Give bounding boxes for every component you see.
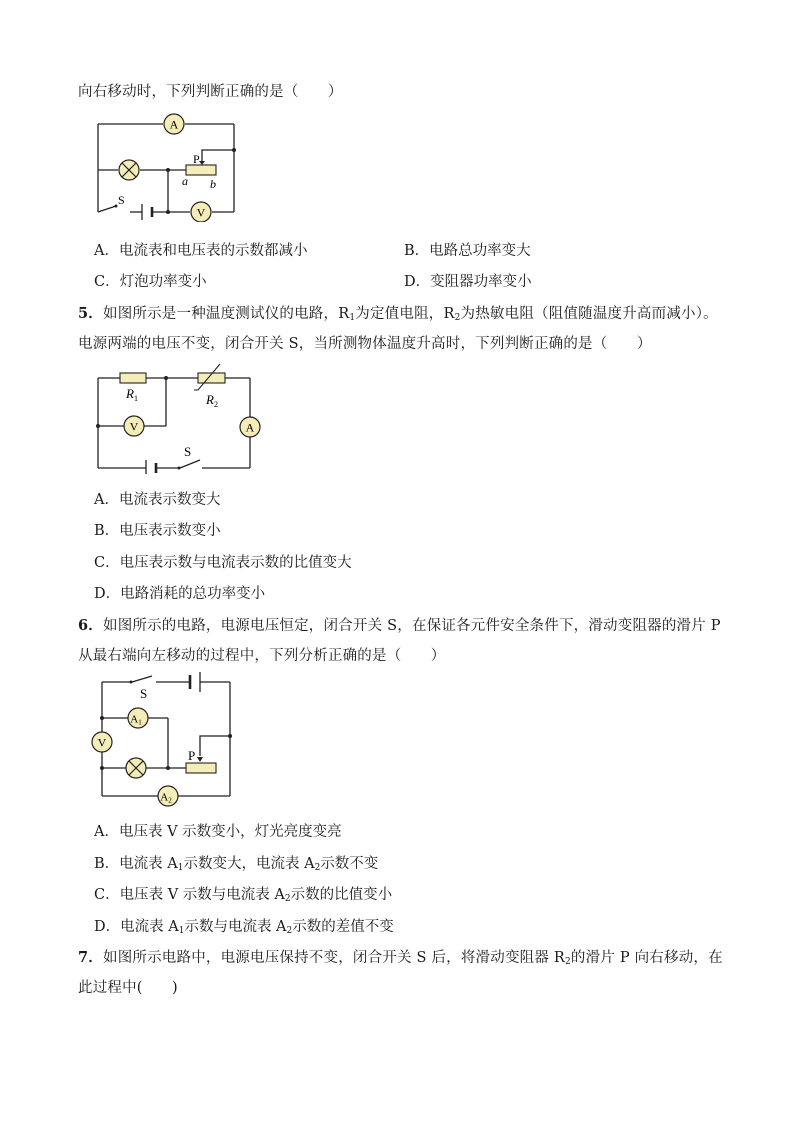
q5-option-d[interactable]: D．电路消耗的总功率变小 [94, 586, 266, 602]
battery-symbol [190, 672, 200, 692]
q6-option-b[interactable]: B．电流表 $A_1$示数变大，电流表 $A_2$示数不变 [94, 856, 379, 873]
r1-label: $R_1$ [126, 386, 138, 403]
q5-option-c[interactable]: C．电压表示数与电流表示数的比值变大 [94, 555, 352, 571]
q5-number: 5． [78, 305, 103, 322]
q6-number: 6． [78, 617, 103, 634]
q6-circuit-figure [90, 672, 250, 808]
voltmeter-label: V [196, 205, 206, 220]
ammeter-a1-symbol [128, 708, 148, 728]
voltmeter-symbol [191, 202, 211, 222]
q4-stem-tail: 向右移动时，下列判断正确的是（ ） [78, 84, 343, 100]
resistor-r1-symbol [120, 373, 146, 383]
switch-label: S [184, 444, 192, 459]
ammeter-a2-symbol [158, 786, 178, 806]
ammeter-a-symbol [164, 114, 184, 134]
q6-option-a[interactable]: A．电压表 V 示数变小，灯光亮度变亮 [94, 824, 342, 840]
slider-label: P [193, 152, 200, 166]
ammeter-symbol [240, 417, 260, 437]
battery-symbol [142, 204, 152, 220]
voltmeter-label: V [129, 419, 139, 434]
q5-stem-line2: 电源两端的电压不变，闭合开关 S，当所测物体温度升高时，下列判断正确的是（ ） [78, 336, 652, 352]
q4-option-a[interactable]: A．电流表和电压表的示数都减小 [94, 243, 308, 259]
lamp-symbol [126, 758, 146, 778]
battery-symbol [146, 460, 156, 474]
switch-label: S [118, 193, 125, 207]
q4-option-b[interactable]: B．电路总功率变大 [404, 243, 531, 259]
q4-option-d[interactable]: D．变阻器功率变小 [404, 274, 532, 290]
q4-circuit-figure [90, 112, 250, 222]
ammeter2-label: A2 [160, 791, 172, 805]
lamp-symbol [119, 160, 139, 180]
rheostat-symbol [186, 165, 216, 175]
q5-circuit-figure [90, 362, 270, 474]
ammeter-label: A [169, 117, 179, 132]
voltmeter-symbol [124, 416, 144, 436]
q7-number: 7． [78, 949, 103, 966]
slider-label: P [188, 748, 196, 763]
voltmeter-symbol [92, 732, 112, 752]
q6-stem-line1: 6．如图所示的电路，电源电压恒定，闭合开关 S，在保证各元件安全条件下，滑动变阻器的滑片 P [78, 617, 721, 634]
q4-option-c[interactable]: C．灯泡功率变小 [94, 274, 207, 290]
q5-stem-line1: 5．如图所示是一种温度测试仪的电路，$R_1$为定值电阻，$R_2$为热敏电阻（阻值随温度升高而减小）。 [78, 305, 718, 323]
voltmeter-label: V [97, 735, 107, 750]
q7-stem-line2: 此过程中( ) [78, 980, 178, 996]
q6-stem-line2: 从最右端向左移动的过程中，下列分析正确的是（ ） [78, 648, 446, 664]
end-b-label: b [210, 177, 216, 191]
q6-option-d[interactable]: D．电流表 $A_1$示数与电流表 $A_2$示数的差值不变 [94, 919, 394, 936]
q5-option-a[interactable]: A．电流表示数变大 [94, 492, 221, 508]
q5-option-b[interactable]: B．电压表示数变小 [94, 523, 221, 539]
switch-label: S [140, 686, 148, 701]
ammeter1-label: A1 [130, 713, 142, 727]
r2-label: $R_2$ [206, 392, 218, 409]
end-a-label: a [182, 174, 188, 188]
rheostat-symbol [186, 763, 216, 773]
q7-stem-line1: 7．如图所示电路中，电源电压保持不变，闭合开关 S 后，将滑动变阻器 $R_2$的滑片 P 向右移动，在 [78, 949, 723, 967]
q6-option-c[interactable]: C．电压表 V 示数与电流表 $A_2$示数的比值变小 [94, 887, 393, 904]
ammeter-label: A [245, 420, 255, 435]
